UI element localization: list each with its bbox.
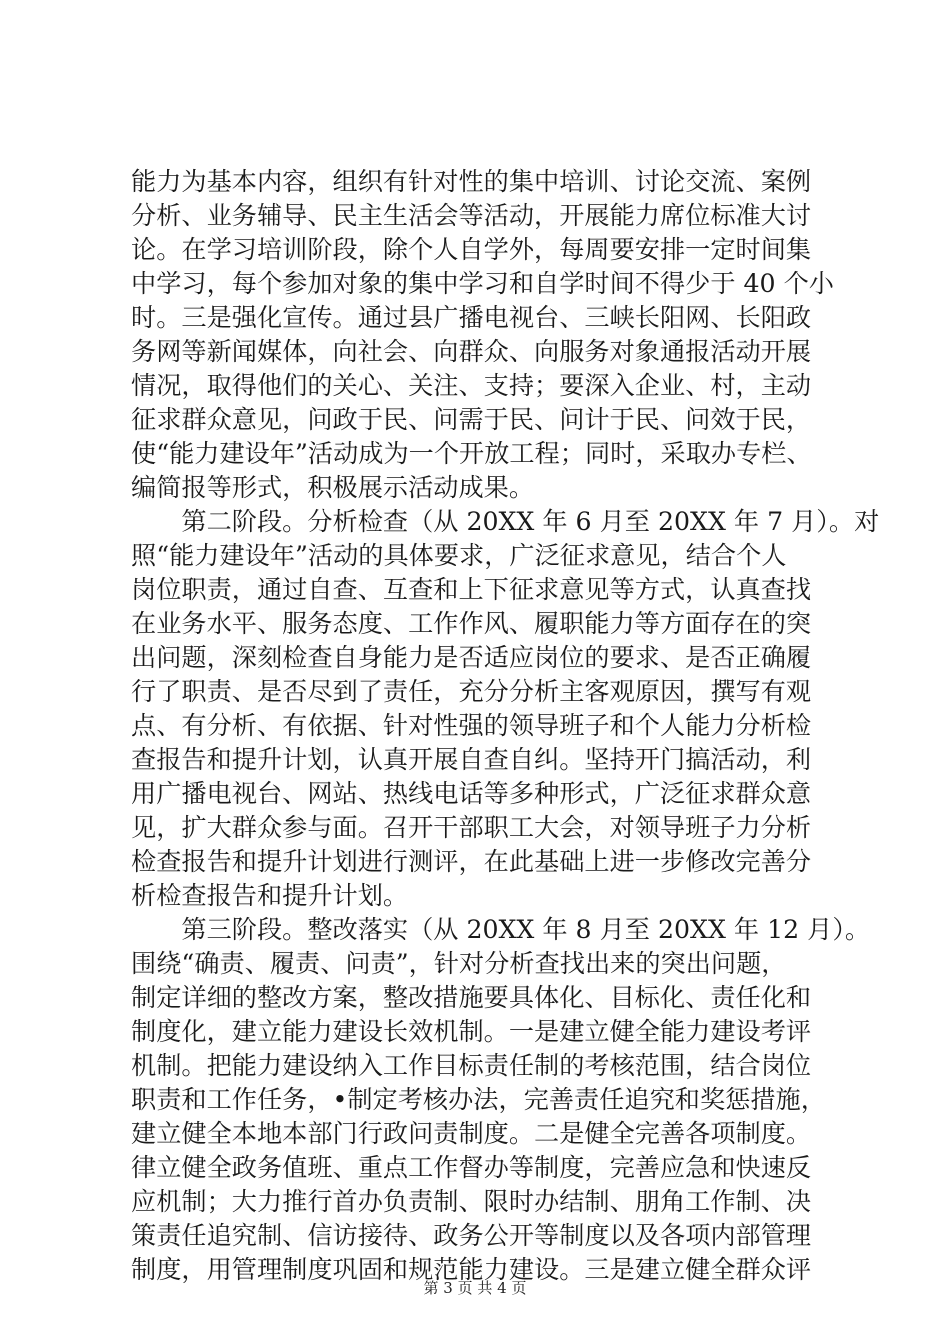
text-line: 策责任追究制、信访接待、政务公开等制度以及各项内部管理 bbox=[131, 1221, 812, 1250]
text-line: 析检查报告和提升计划。 bbox=[131, 881, 409, 910]
text-line: 使“能力建设年”活动成为一个开放工程；同时，采取办专栏、 bbox=[131, 439, 812, 468]
text-line: 职责和工作任务，•制定考核办法，完善责任追究和奖惩措施， bbox=[131, 1085, 826, 1114]
text-line: 律立健全政务值班、重点工作督办等制度，完善应急和快速反 bbox=[131, 1153, 812, 1182]
text-line: 岗位职责，通过自查、互查和上下征求意见等方式，认真查找 bbox=[131, 575, 812, 604]
text-line: 照“能力建设年”活动的具体要求，广泛征求意见，结合个人 bbox=[131, 541, 787, 570]
text-line: 征求群众意见，问政于民、问需于民、问计于民、问效于民， bbox=[131, 405, 812, 434]
paragraph-start-line: 第三阶段。整改落实（从 20XX 年 8 月至 20XX 年 12 月）。 bbox=[131, 915, 871, 944]
text-line: 分析、业务辅导、民主生活会等活动，开展能力席位标准大讨 bbox=[131, 201, 812, 230]
text-line: 编简报等形式，积极展示活动成果。 bbox=[131, 473, 534, 502]
text-line: 应机制；大力推行首办负责制、限时办结制、朋角工作制、决 bbox=[131, 1187, 812, 1216]
text-line: 在业务水平、服务态度、工作作风、履职能力等方面存在的突 bbox=[131, 609, 812, 638]
text-line: 用广播电视台、网站、热线电话等多种形式，广泛征求群众意 bbox=[131, 779, 812, 808]
text-line: 中学习，每个参加对象的集中学习和自学时间不得少于 40 个小 bbox=[131, 269, 834, 298]
text-line: 行了职责、是否尽到了责任，充分分析主客观原因，撰写有观 bbox=[131, 677, 812, 706]
text-line: 建立健全本地本部门行政问责制度。二是健全完善各项制度。 bbox=[131, 1119, 812, 1148]
body-text bbox=[131, 165, 880, 1287]
text-line: 见，扩大群众参与面。召开干部职工大会，对领导班子力分析 bbox=[131, 813, 812, 842]
page-footer: 第 3 页 共 4 页 bbox=[423, 1279, 527, 1297]
text-line: 时。三是强化宣传。通过县广播电视台、三峡长阳网、长阳政 bbox=[131, 303, 812, 332]
paragraph-start-line: 第二阶段。分析检查（从 20XX 年 6 月至 20XX 年 7 月）。对 bbox=[131, 507, 880, 536]
text-line: 点、有分析、有依据、针对性强的领导班子和个人能力分析检 bbox=[131, 711, 812, 740]
text-line: 制度，用管理制度巩固和规范能力建设。三是建立健全群众评 bbox=[131, 1255, 812, 1284]
text-line: 情况，取得他们的关心、关注、支持；要深入企业、村，主动 bbox=[131, 371, 812, 400]
text-line: 能力为基本内容，组织有针对性的集中培训、讨论交流、案例 bbox=[131, 167, 812, 196]
text-line: 检查报告和提升计划进行测评，在此基础上进一步修改完善分 bbox=[131, 847, 812, 876]
text-line: 围绕“确责、履责、问责”，针对分析查找出来的突出问题， bbox=[131, 949, 787, 978]
text-line: 出问题，深刻检查自身能力是否适应岗位的要求、是否正确履 bbox=[131, 643, 812, 672]
text-line: 务网等新闻媒体，向社会、向群众、向服务对象通报活动开展 bbox=[131, 337, 812, 366]
text-line: 制度化，建立能力建设长效机制。一是建立健全能力建设考评 bbox=[131, 1017, 812, 1046]
text-line: 论。在学习培训阶段，除个人自学外，每周要安排一定时间集 bbox=[131, 235, 812, 264]
text-line: 机制。把能力建设纳入工作目标责任制的考核范围，结合岗位 bbox=[131, 1051, 812, 1080]
text-line: 制定详细的整改方案，整改措施要具体化、目标化、责任化和 bbox=[131, 983, 812, 1012]
text-line: 查报告和提升计划，认真开展自查自纠。坚持开门搞活动，利 bbox=[131, 745, 812, 774]
